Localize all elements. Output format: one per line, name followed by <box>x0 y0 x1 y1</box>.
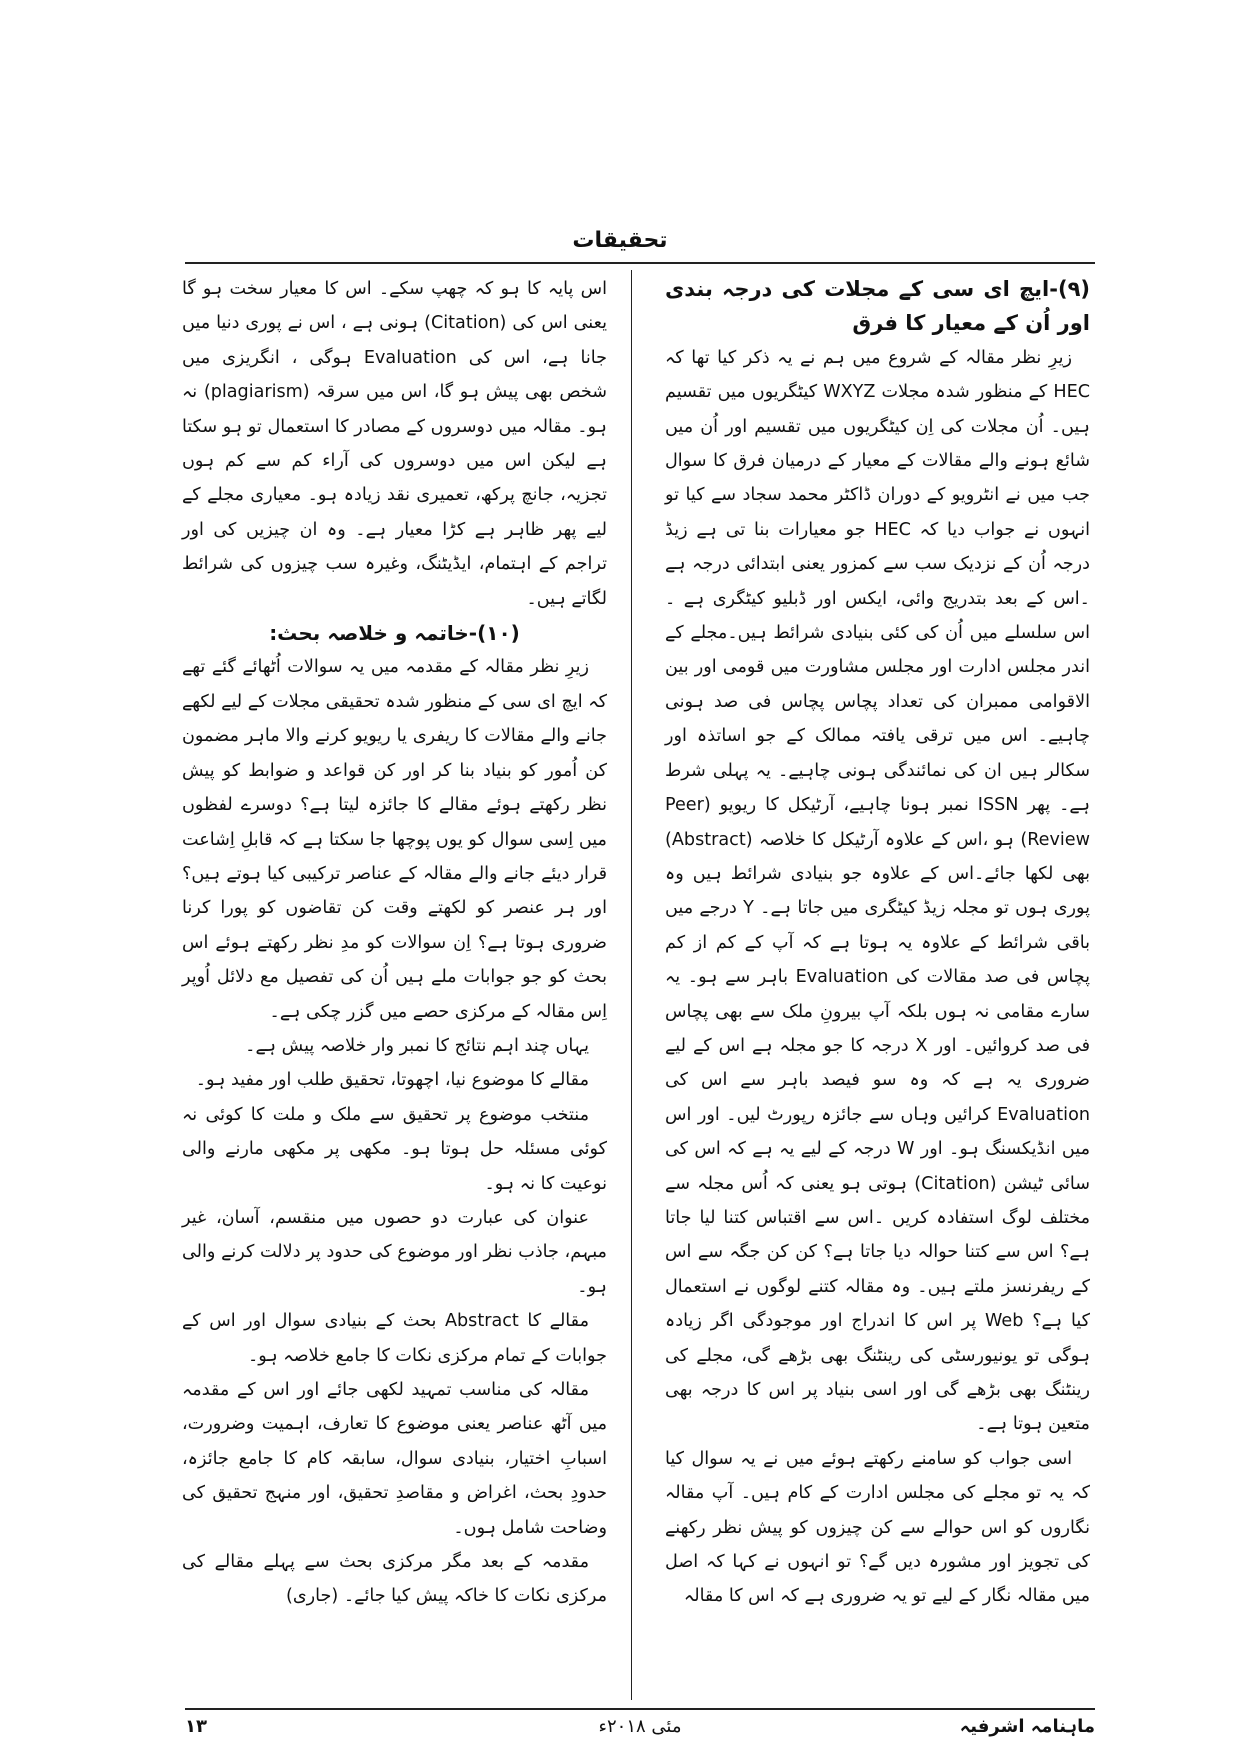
paragraph: اسی جواب کو سامنے رکھتے ہوئے میں نے یہ سوال کیا کہ یہ تو مجلے کی مجلس ادارت کے کام ہیں۔ آپ مقالہ نگاروں کو اس حوالے سے کن چیزوں کو پیش نظر رکھنے کی تجویز اور مشورہ دیں گے؟ تو انہوں نے کہا کہ اصل میں مقالہ نگار کے لیے تو یہ ضروری ہے کہ اس کا مقالہ <box>665 1448 1090 1607</box>
page-title: تحقیقات <box>572 228 668 253</box>
column-divider <box>631 270 632 1700</box>
section-heading-10: (۱۰)-خاتمہ و خلاصہ بحث: <box>269 621 520 646</box>
list-item: عنوان کی عبارت دو حصوں میں منقسم، آسان، غیر مبہم، جاذب نظر اور موضوع کی حدود پر دلالت کرنے والی ہو۔ <box>182 1207 607 1297</box>
paragraph: زیرِ نظر مقالہ کے شروع میں ہم نے یہ ذکر کیا تھا کہ HEC کے منظور شدہ مجلات WXYZ کیٹگریوں میں تقسیم ہیں۔ اُن مجلات کی اِن کیٹگریوں میں تقسیم اور اُن میں شائع ہونے والے مقالات کے معیار کے درمیان فرق کا سوال جب میں نے انٹرویو کے دوران ڈاکٹر محمد سجاد سے کیا تو انہوں نے جواب دیا کہ HEC جو معیارات بنا تی ہے زیڈ درجہ اُن کے نزدیک سب سے کمزور یعنی ابتدائی درجہ ہے ۔اس کے بعد بتدریج وائی، ایکس اور ڈبلیو کیٹگری ہے ۔ اس سلسلے میں اُن کی کئی بنیادی شرائط ہیں۔مجلے کے اندر مجلس ادارت اور مجلس مشاورت میں قومی اور بین الاقوامی ممبران کی تعداد پچاس پچاس فی صد ہونی چاہیے۔ اس میں ترقی یافتہ ممالک کے جو اساتذہ اور سکالر ہیں ان کی نمائندگی ہونی چاہیے۔ یہ پہلی شرط ہے۔ پھر ISSN نمبر ہونا چاہیے، آرٹیکل کا ریویو (Peer Review) ہو ،اس کے علاوہ آرٹیکل کا خلاصہ (Abstract) بھی لکھا جائے۔اس کے علاوہ جو بنیادی شرائط ہیں وہ پوری ہوں تو مجلہ زیڈ کیٹگری میں جاتا ہے۔ Y درجے میں باقی شرائط کے علاوہ یہ ہوتا ہے کہ آپ کے کم از کم پچاس فی صد مقالات کی Evaluation باہر سے ہو۔ یہ سارے مقامی نہ ہوں بلکہ آپ بیرونِ ملک سے بھی پچاس فی صد کروائیں۔ اور X درجہ کا جو مجلہ ہے اس کے لیے ضروری یہ ہے کہ وہ سو فیصد باہر سے اس کی Evaluation کرائیں وہاں سے جائزہ رپورٹ لیں۔ اور اس میں انڈیکسنگ ہو۔ اور W درجہ کے لیے یہ ہے کہ اس کی سائی ٹیشن (Citation) ہوتی ہو یعنی کہ اُس مجلہ سے مختلف لوگ استفادہ کریں ۔اس سے اقتباس کتنا لیا جاتا ہے؟ اس سے کتنا حوالہ دیا جاتا ہے؟ کن کن جگہ سے اس کے ریفرنسز ملتے ہیں۔ وہ مقالہ کتنے لوگوں نے استعمال کیا ہے؟ Web پر اس کا اندراج اور موجودگی اگر زیادہ ہوگی تو یونیورسٹی کی رینٹنگ بھی بڑھے گی، مجلے کی رینٹنگ بھی بڑھے گی اور اسی بنیاد پر اس کا درجہ بھی متعین ہوتا ہے۔ <box>665 347 1091 1435</box>
issue-date: مئی ۲۰۱۸ء <box>598 1716 682 1737</box>
footer-rule <box>185 1708 1095 1710</box>
right-column <box>665 272 1090 1614</box>
journal-name: ماہنامہ اشرفیہ <box>959 1716 1095 1737</box>
list-item: مقالہ کی مناسب تمہید لکھی جائے اور اس کے مقدمہ میں آٹھ عناصر یعنی موضوع کا تعارف، اہمیت وضرورت، اسبابِ اختیار، بنیادی سوال، سابقہ کام کا جامع جائزہ، حدودِ بحث، اغراض و مقاصدِ تحقیق، اور منہج تحقیق کی وضاحت شامل ہوں۔ <box>182 1380 607 1538</box>
footer <box>185 1716 1095 1756</box>
paragraph: زیرِ نظر مقالہ کے مقدمہ میں یہ سوالات اُٹھائے گئے تھے کہ ایچ ای سی کے منظور شدہ تحقیقی مجلات کے لیے لکھے جانے والے مقالات کا ریفری یا ریویو کرنے والا ماہر مضمون کن اُمور کو بنیاد بنا کر اور کن قواعد و ضوابط کو پیش نظر رکھتے ہوئے مقالے کا جائزہ لیتا ہے؟ دوسرے لفظوں میں اِسی سوال کو یوں پوچھا جا سکتا ہے کہ قابلِ اِشاعت قرار دیئے جانے والے مقالہ کے عناصر ترکیبی کیا ہوتے ہیں؟ اور ہر عنصر کو لکھتے وقت کن تقاضوں کو پورا کرنا ضروری ہوتا ہے؟ اِن سوالات کو مدِ نظر رکھتے ہوئے اس بحث کو جو جوابات ملے ہیں اُن کی تفصیل مع دلائل اُوپر اِس مقالہ کے مرکزی حصے میں گزر چکی ہے۔ <box>182 657 607 1022</box>
paragraph: اس پایہ کا ہو کہ چھپ سکے۔ اس کا معیار سخت ہو گا یعنی اس کی (Citation) ہونی ہے ، اس نے پوری دنیا میں جانا ہے، اس کی Evaluation ہوگی ، انگریزی میں شخص بھی پیش ہو گا، اس میں سرقہ (plagiarism) نہ ہو۔ مقالہ میں دوسروں کے مصادر کا استعمال تو ہو سکتا ہے لیکن اس میں دوسروں کی آراء کم سے کم ہوں تجزیہ، جانچ پرکھ، تعمیری نقد زیادہ ہو۔ معیاری مجلے کے لیے پھر ظاہر ہے کڑا معیار ہے۔ وہ ان چیزیں کی اور تراجم کے اہتمام، ایڈیٹنگ، وغیرہ سب چیزوں کی شرائط لگاتے ہیں۔ <box>182 279 607 609</box>
list-item: مقدمہ کے بعد مگر مرکزی بحث سے پہلے مقالے کی مرکزی نکات کا خاکہ پیش کیا جائے۔ (جاری) <box>182 1552 607 1607</box>
list-item: مقالے کا موضوع نیا، اچھوتا، تحقیق طلب اور مفید ہو۔ <box>195 1070 589 1091</box>
page-number: ۱۳ <box>185 1716 207 1737</box>
section-heading-9: (۹)-ایچ ای سی کے مجلات کی درجہ بندی اور اُن کے معیار کا فرق <box>665 277 1090 336</box>
list-item: منتخب موضوع پر تحقیق سے ملک و ملت کا کوئی نہ کوئی مسئلہ حل ہوتا ہو۔ مکھی پر مکھی مارنے والی نوعیت کا نہ ہو۔ <box>182 1104 607 1194</box>
left-column <box>182 272 607 1614</box>
list-item: مقالے کا Abstract بحث کے بنیادی سوال اور اس کے جوابات کے تمام مرکزی نکات کا جامع خلاصہ ہو۔ <box>182 1311 607 1366</box>
paragraph: یہاں چند اہم نتائج کا نمبر وار خلاصہ پیش ہے۔ <box>245 1035 589 1056</box>
header-rule <box>185 262 1095 264</box>
